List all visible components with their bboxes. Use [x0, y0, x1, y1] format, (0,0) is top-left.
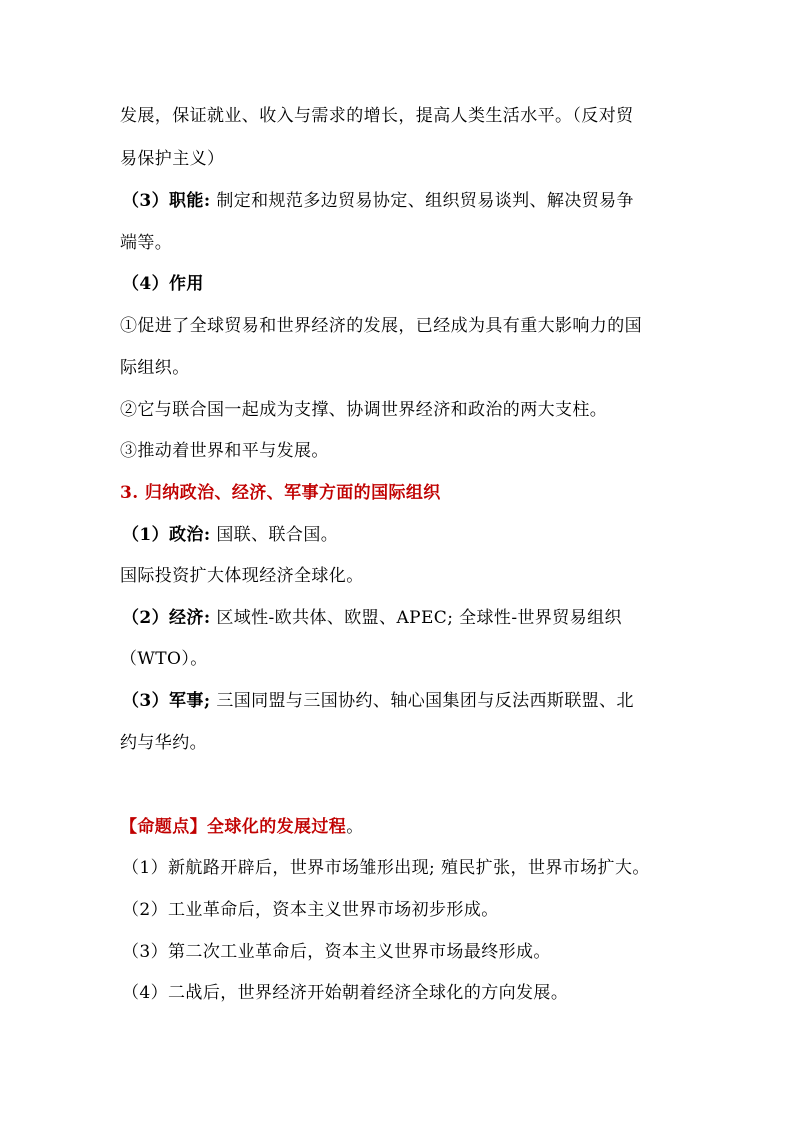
politics-label: （1）政治:	[122, 525, 211, 545]
exam-point-item-3: （3）第二次工业革命后，资本主义世界市场最终形成。	[122, 942, 551, 962]
economy-text: 区域性-欧共体、欧盟、APEC; 全球性-世界贸易组织	[210, 608, 622, 628]
wto-functions-line-2: 端等。	[120, 233, 173, 253]
military-line-1	[122, 689, 634, 713]
exam-point-label: 【命题点】全球化的发展过程	[120, 817, 347, 837]
politics-text: 国联、联合国。	[210, 525, 339, 545]
economy-label: （2）经济:	[122, 608, 211, 628]
exam-point-heading	[120, 815, 364, 839]
section-3-heading: 3. 归纳政治、经济、军事方面的国际组织	[120, 483, 441, 503]
exam-point-suffix: 。	[346, 817, 364, 837]
economy-line-1	[122, 606, 622, 630]
economy-line-2: （WTO）。	[120, 649, 208, 669]
politics-line	[122, 523, 338, 547]
wto-aims-line-1: 发展，保证就业、收入与需求的增长，提高人类生活水平。（反对贸	[120, 106, 634, 126]
wto-role-item-1-line-2: 际组织。	[120, 358, 190, 378]
wto-functions-text: 制定和规范多边贸易协定、组织贸易谈判、解决贸易争	[210, 191, 634, 211]
investment-note: 国际投资扩大体现经济全球化。	[120, 566, 364, 586]
wto-role-item-3: ③推动着世界和平与发展。	[120, 441, 329, 461]
wto-role-item-2: ②它与联合国一起成为支撑、协调世界经济和政治的两大支柱。	[120, 400, 608, 420]
exam-point-item-2: （2）工业革命后，资本主义世界市场初步形成。	[122, 900, 499, 920]
military-line-2: 约与华约。	[120, 733, 207, 753]
military-text: 三国同盟与三国协约、轴心国集团与反法西斯联盟、北	[210, 691, 634, 711]
exam-point-item-4: （4）二战后，世界经济开始朝着经济全球化的方向发展。	[122, 983, 569, 1003]
wto-role-label: （4）作用	[122, 274, 204, 294]
wto-functions-line-1	[122, 189, 634, 213]
wto-aims-line-2: 易保护主义）	[120, 149, 225, 169]
military-label: （3）军事;	[122, 691, 211, 711]
wto-role-item-1-line-1: ①促进了全球贸易和世界经济的发展，已经成为具有重大影响力的国	[120, 316, 642, 336]
wto-functions-label: （3）职能:	[122, 191, 211, 211]
exam-point-item-1: （1）新航路开辟后，世界市场雏形出现; 殖民扩张，世界市场扩大。	[122, 858, 650, 878]
